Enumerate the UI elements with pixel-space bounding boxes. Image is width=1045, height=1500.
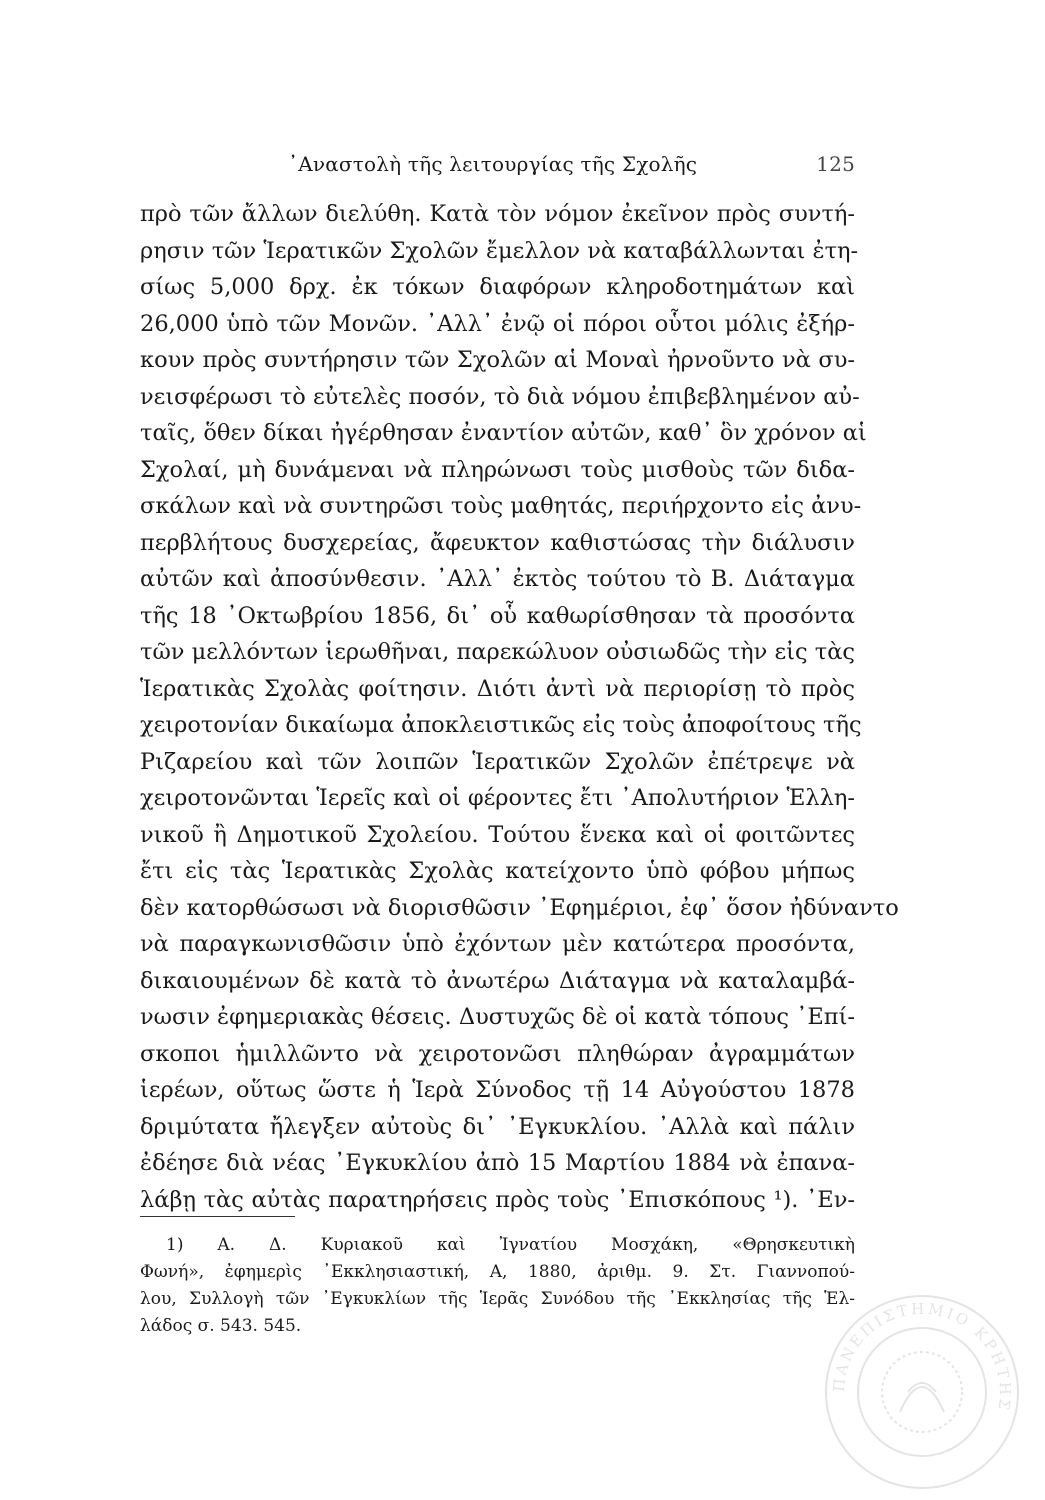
text-line: νὰ παραγκωνισθῶσιν ὑπὸ ἐχόντων μὲν κατώτερα προσόντα, bbox=[140, 931, 855, 957]
running-title: ᾿Αναστολὴ τῆς λειτουργίας τῆς Σχολῆς bbox=[288, 152, 698, 176]
text-line: κουν πρὸς συντήρησιν τῶν Σχολῶν αἱ Μοναὶ ἠρνοῦντο νὰ συ- bbox=[140, 347, 855, 373]
footnote-line: 1) Α. Δ. Κυριακοῦ καὶ Ἰγνατίου Μοσχάκη, «Θρησκευτικὴ bbox=[166, 1235, 855, 1255]
footnote-line: Φωνή», ἐφημερὶς ᾿Εκκλησιαστική, Α, 1880, ἀριθμ. 9. Στ. Γιαννοπού- bbox=[140, 1262, 855, 1282]
university-seal-icon bbox=[822, 1292, 1022, 1492]
text-line: περβλήτους δυσχερείας, ἄφευκτον καθιστώσας τὴν διάλυσιν bbox=[140, 529, 855, 556]
text-line: αὐτῶν καὶ ἀποσύνθεσιν. ᾿Αλλ᾿ ἐκτὸς τούτου τὸ Β. Διάταγμα bbox=[140, 566, 855, 592]
text-line: ἔτι εἰς τὰς Ἱερατικὰς Σχολὰς κατείχοντο ὑπὸ φόβου μήπως bbox=[140, 858, 855, 884]
text-line: σκάλων καὶ νὰ συντηρῶσι τοὺς μαθητάς, περιήρχοντο εἰς ἀνυ- bbox=[140, 493, 862, 519]
seal-text: ΠΑΝΕΠΙΣΤΗΜΙΟ ΚΡΗΤΗΣ bbox=[829, 1299, 1015, 1414]
footnote-rule bbox=[140, 1216, 295, 1217]
text-line: ἱερέων, οὕτως ὥστε ἡ Ἱερὰ Σύνοδος τῇ 14 Αὐγούστου 1878 bbox=[140, 1077, 855, 1103]
text-line: Σχολαί, μὴ δυνάμεναι νὰ πληρώνωσι τοὺς μισθοὺς τῶν διδα- bbox=[140, 456, 855, 483]
text-line: νικοῦ ἢ Δημοτικοῦ Σχολείου. Τούτου ἕνεκα καὶ οἱ φοιτῶντες bbox=[140, 821, 855, 848]
text-line: δὲν κατορθώσωσι νὰ διορισθῶσιν ᾿Εφημέριοι, ἐφ᾿ ὅσον ἠδύναντο bbox=[140, 894, 899, 921]
text-line: τῆς 18 ᾿Οκτωβρίου 1856, δι᾿ οὗ καθωρίσθησαν τὰ προσόντα bbox=[140, 602, 855, 629]
text-line: τῶν μελλόντων ἱερωθῆναι, παρεκώλυον οὐσιωδῶς τὴν εἰς τὰς bbox=[140, 639, 855, 665]
text-line: λάβῃ τὰς αὐτὰς παρατηρήσεις πρὸς τοὺς ᾿Επισκόπους ¹). ᾿Εν- bbox=[140, 1186, 855, 1213]
footnote-line: λου, Συλλογὴ τῶν ᾿Εγκυκλίων τῆς Ἱερᾶς Συνόδου τῆς ᾿Εκκλησίας τῆς Ἑλ- bbox=[140, 1289, 855, 1309]
footnote-line: λάδος σ. 543. 545. bbox=[140, 1316, 302, 1336]
text-line: ταῖς, ὅθεν δίκαι ἠγέρθησαν ἐναντίον αὐτῶν, καθ᾿ ὃν χρόνον αἱ bbox=[140, 420, 867, 446]
text-line: δριμύτατα ἤλεγξεν αὐτοὺς δι᾿ ᾿Εγκυκλίου. ᾿Αλλὰ καὶ πάλιν bbox=[140, 1113, 855, 1140]
text-line: Ἱερατικὰς Σχολὰς φοίτησιν. Διότι ἀντὶ νὰ περιορίσῃ τὸ πρὸς bbox=[140, 675, 855, 702]
footnotes bbox=[140, 1232, 855, 1340]
text-line: χειροτονίαν δικαίωμα ἀποκλειστικῶς εἰς τοὺς ἀποφοίτους τῆς bbox=[140, 712, 862, 738]
text-line: 26,000 ὑπὸ τῶν Μονῶν. ᾿Αλλ᾿ ἐνῷ οἱ πόροι οὗτοι μόλις ἐξήρ- bbox=[140, 310, 855, 337]
text-line: χειροτονῶνται Ἱερεῖς καὶ οἱ φέροντες ἔτι ᾿Απολυτήριον Ἑλλη- bbox=[140, 785, 855, 811]
text-line: Ριζαρείου καὶ τῶν λοιπῶν Ἱερατικῶν Σχολῶν ἐπέτρεψε νὰ bbox=[140, 748, 855, 775]
text-line: νεισφέρωσι τὸ εὐτελὲς ποσόν, τὸ διὰ νόμου ἐπιβεβλημένον αὐ- bbox=[140, 383, 860, 410]
page-number: 125 bbox=[816, 152, 855, 176]
text-line: ρησιν τῶν Ἱερατικῶν Σχολῶν ἔμελλον νὰ καταβάλλωνται ἐτη- bbox=[140, 237, 859, 264]
body-text bbox=[140, 196, 899, 1218]
text-line: σκοποι ἡμιλλῶντο νὰ χειροτονῶσι πληθώραν ἀγραμμάτων bbox=[140, 1040, 855, 1067]
text-line: ἐδέησε διὰ νέας ᾿Εγκυκλίου ἀπὸ 15 Μαρτίου 1884 νὰ ἐπανα- bbox=[140, 1150, 855, 1176]
text-line: πρὸ τῶν ἄλλων διελύθη. Κατὰ τὸν νόμον ἐκεῖνον πρὸς συντή- bbox=[140, 201, 855, 227]
text-line: νωσιν ἐφημεριακὰς θέσεις. Δυστυχῶς δὲ οἱ κατὰ τόπους ᾿Επί- bbox=[140, 1004, 855, 1030]
text-line: δικαιουμένων δὲ κατὰ τὸ ἀνωτέρω Διάταγμα νὰ καταλαμβά- bbox=[140, 967, 855, 994]
text-line: σίως 5,000 δρχ. ἐκ τόκων διαφόρων κληροδοτημάτων καὶ bbox=[140, 274, 855, 300]
